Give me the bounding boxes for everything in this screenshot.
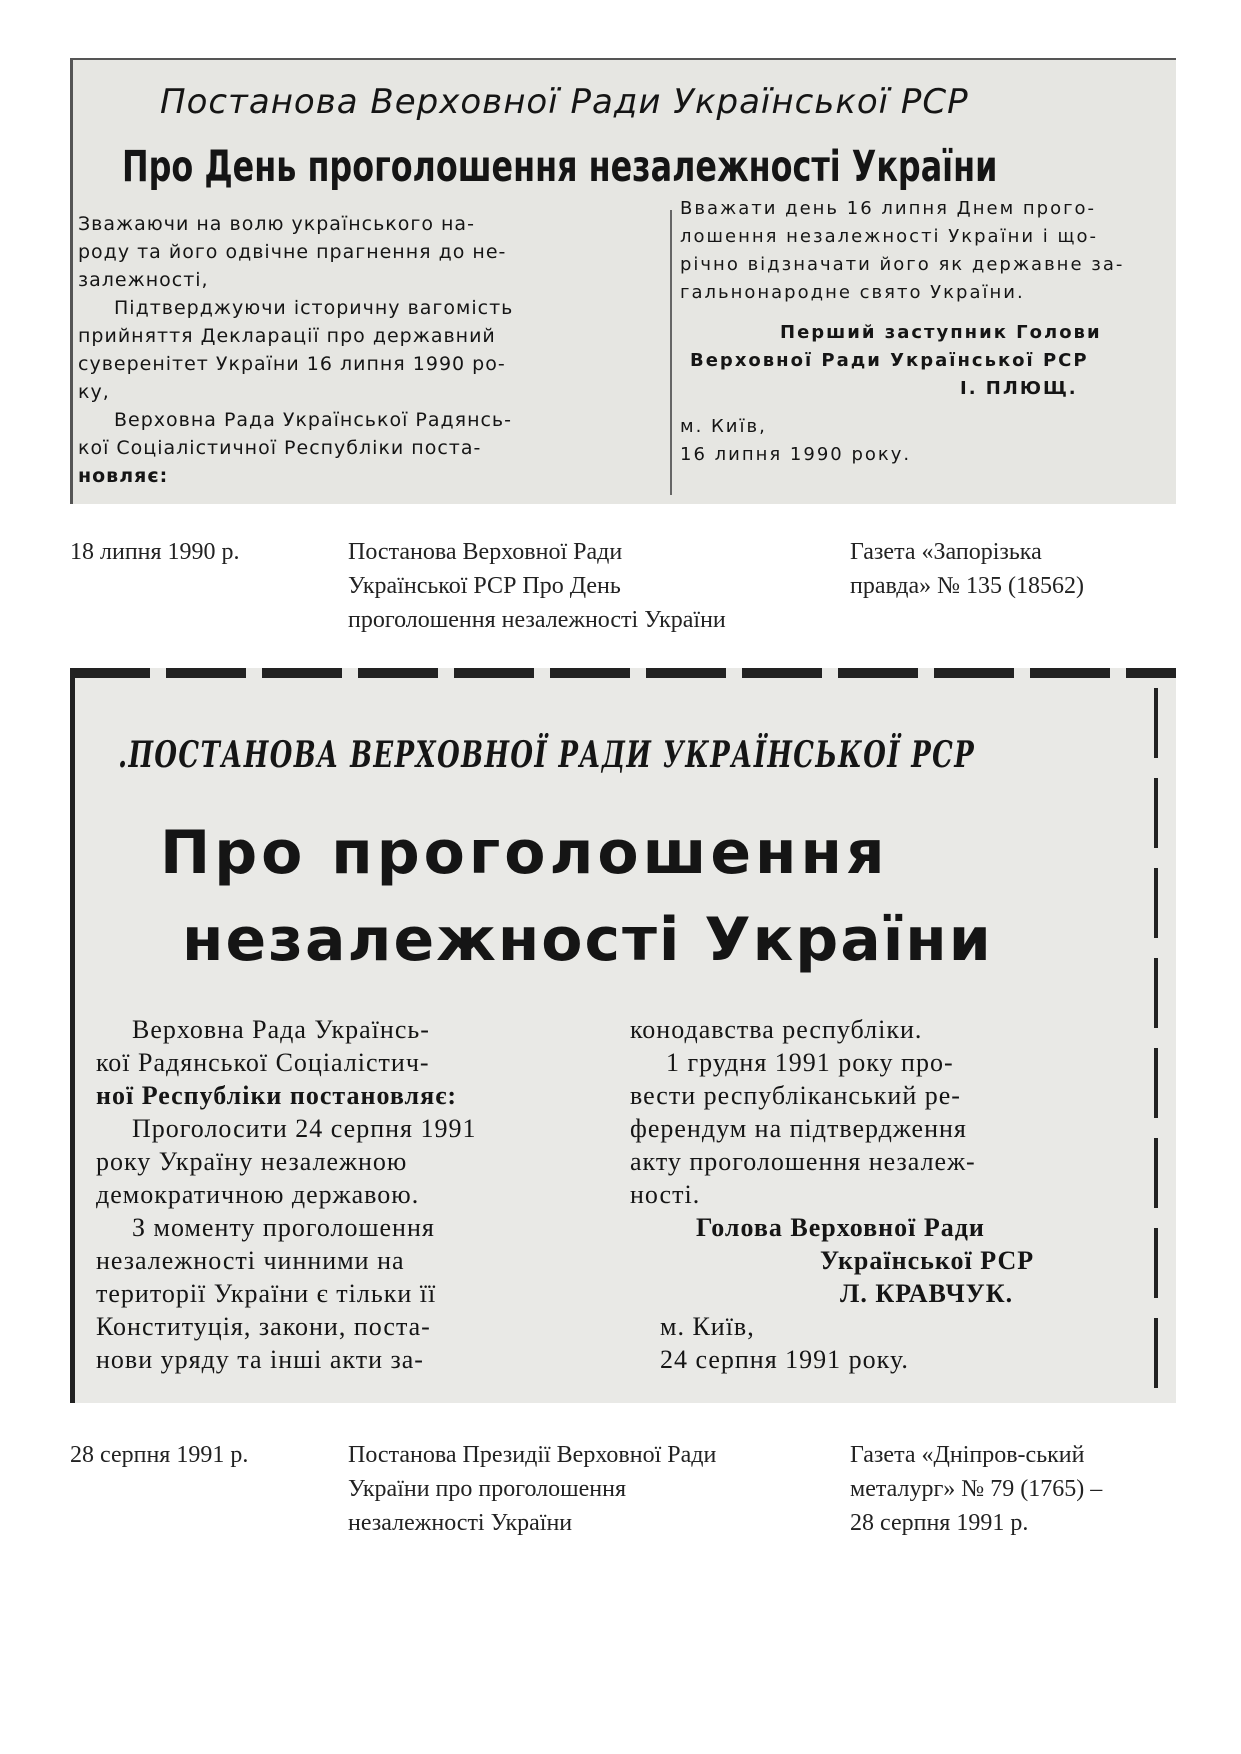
top-rule bbox=[70, 668, 1176, 678]
column-divider bbox=[670, 210, 672, 495]
caption-source: Газета «Запорізька правда» № 135 (18562) bbox=[850, 539, 1084, 599]
clipping-kicker: Постанова Верховної Ради Української РСР bbox=[160, 82, 969, 122]
caption-description: Постанова Верховної Ради Української РСР Про День проголошення незалежності України bbox=[348, 539, 726, 633]
clipping-left-column: Верховна Рада Українсь- кої Радянської Соціалістич- ної Республіки постановляє: Проголосити 24 серпня 1991 року Україну незалежною демократичною державою. З моменту проголошення незалежності чинними на території України є тільки її Конституція, закони, поста- нови уряду та інші акти за- bbox=[96, 1015, 477, 1374]
clipping-kicker: .ПОСТАНОВА ВЕРХОВНОЇ РАДИ УКРАЇНСЬКОЇ РСР bbox=[118, 734, 976, 776]
caption-description: Постанова Президії Верховної Ради України про проголошення незалежності України bbox=[348, 1442, 717, 1536]
date-line: 16 липня 1990 року. bbox=[680, 444, 912, 465]
clipping-edge bbox=[70, 60, 73, 504]
newspaper-clipping-1990 bbox=[70, 58, 1176, 504]
signature-org: Верховної Ради Української РСР bbox=[690, 350, 1089, 371]
signature-title: Перший заступник Голови bbox=[780, 322, 1102, 343]
caption-date: 18 липня 1990 р. bbox=[70, 539, 240, 565]
caption-date: 28 серпня 1991 р. bbox=[70, 1442, 249, 1468]
clipping-right-column: Вважати день 16 липня Днем прого- лошення незалежності України і що- річно відзначати його як державне за- гальнонародне свято України. Перший заступник Голови Верховної Ради Української РСР І. ПЛЮЩ. м. Київ, 16 липня 1990 року. bbox=[680, 195, 1124, 469]
clipping-headline: Про День проголошення незалежності України bbox=[122, 142, 998, 192]
signature-org: Української РСР bbox=[820, 1246, 1035, 1275]
signature-name: І. ПЛЮЩ. bbox=[960, 378, 1078, 399]
clipping-right-column: конодавства республіки. 1 грудня 1991 року про- вести республіканський ре- ферендум на підтвердження акту проголошення незалеж- ності. Голова Верховної Ради Української РСР Л. КРАВЧУК. м. Київ, 24 серпня 1991 року. bbox=[630, 1015, 1035, 1374]
signature-name: Л. КРАВЧУК. bbox=[840, 1279, 1014, 1308]
newspaper-clipping-1991 bbox=[70, 668, 1176, 1403]
clipping-headline-line2: незалежності України bbox=[182, 905, 993, 975]
place: м. Київ, bbox=[680, 416, 767, 437]
signature-title: Голова Верховної Ради bbox=[696, 1213, 985, 1242]
place: м. Київ, bbox=[660, 1312, 755, 1341]
right-rule bbox=[1154, 688, 1158, 1388]
clipping-headline-line1: Про проголошення bbox=[160, 818, 889, 888]
left-rule bbox=[70, 668, 75, 1403]
caption-source: Газета «Дніпров-ський металург» № 79 (1765) – 28 серпня 1991 р. bbox=[850, 1442, 1103, 1536]
date-line: 24 серпня 1991 року. bbox=[660, 1345, 909, 1374]
clipping-left-column: Зважаючи на волю українського на- роду та його одвічне прагнення до не- залежності, Підтверджуючи історичну вагомість прийняття Декларації про державний суверенітет України 16 липня 1990 ро- ку, Верховна Рада Української Радянсь- кої Соціалістичної Республіки поста- новляє: bbox=[78, 213, 514, 487]
